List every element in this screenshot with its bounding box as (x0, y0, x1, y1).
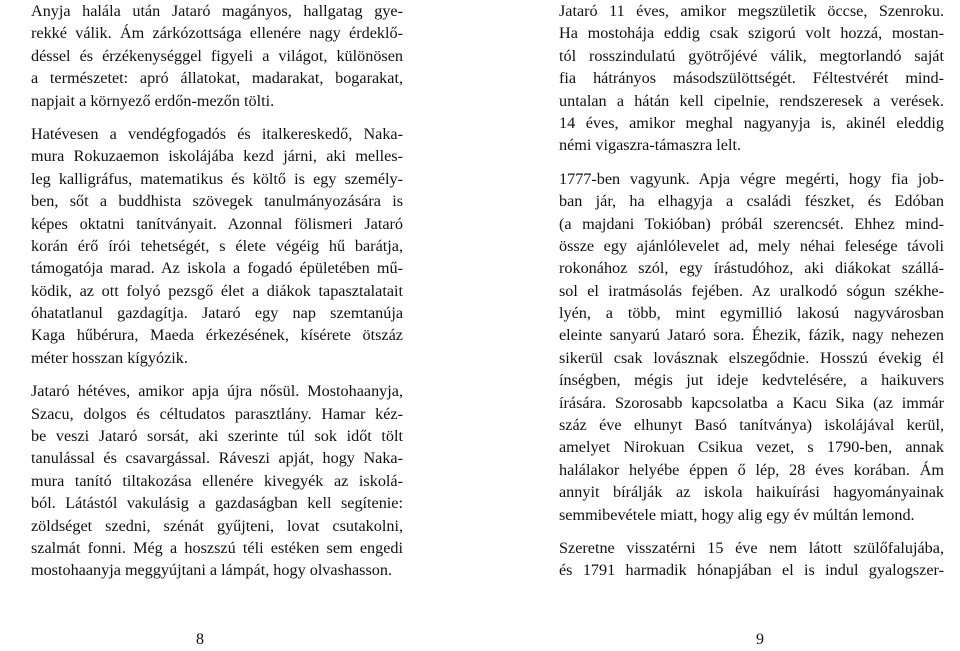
text-line: ínségben, mégis jut ideje kedvtelésére, a haikuvers (559, 371, 944, 390)
text-line: amelyet Nirokuan Csikua vezet, s 1790-ben, annak (559, 438, 944, 457)
text-line: Jataró 11 éves, amikor megszületik öccse, Szenroku. (559, 2, 944, 20)
text-line: Hatévesen a vendégfogadós és italkereskedő, Naka- (31, 124, 403, 143)
text-line: össze egy ajánlólevelet ad, mely néhai felesége távoli (559, 236, 944, 255)
text-line: fia hátrányos másodszülöttségét. Féltestvérét mind- (559, 69, 944, 88)
text-line: írására. Szorosabb kapcsolatba a Kacu Sika (az immár (559, 393, 944, 412)
text-line: untalan a hátán kell cipelnie, rendszeresek a verések. (559, 91, 944, 110)
text-line: támogatója marad. Az iskola a fogadó épületében mű- (31, 259, 403, 278)
text-line: óhatatlanul gazdagítja. Jataró egy nap szemtanúja (31, 304, 403, 323)
right-page-text (559, 0, 944, 593)
text-line: képes oktatni tanítványait. Azonnal fölismeri Jataró (31, 214, 403, 233)
text-line: mura tanító tiltakozása ellenére kivegyék az iskolá- (31, 471, 403, 490)
paragraph (559, 537, 944, 582)
text-line: déssel és érzékenységgel figyeli a világot, különösen (31, 46, 403, 65)
text-line: rokonához szól, egy írástudóhoz, aki diákokat szállá- (559, 259, 944, 278)
text-line: ból. Látástól vakulásig a gazdaságban kell segítenie: (31, 494, 403, 513)
text-line: és 1791 harmadik hónapjában el is indul gyalogszer- (559, 561, 944, 580)
text-line: mostohaanyja meggyújtani a lámpát, hogy olvashasson. (31, 561, 393, 580)
text-line: tanulással és csavargással. Ráveszi apját, hogy Naka- (31, 449, 403, 468)
text-line: leg kalligráfus, matematikus és költő is egy személy- (31, 169, 403, 188)
text-line: rekké válik. Ám zárkózottsága ellenére nagy érdeklő- (31, 24, 403, 43)
text-line: ban jár, ha elhagyja a családi fészket, és Edóban (559, 192, 944, 211)
text-line: halálakor helyébe éppen ő lép, 28 éves korában. Ám (559, 460, 944, 479)
text-line: lyén, a több, mint egymillió lakosú nagyvárosban (559, 304, 944, 323)
text-line: sikerül csak lovásznak elszegődnie. Hosszú évekig él (559, 348, 944, 367)
text-line: szalmát fonni. Még a hoszszú téli estéken sem engedi (31, 538, 403, 557)
text-line: annyit bírálják az iskola haikuírási hagyományainak (559, 483, 944, 502)
text-line: Szeretne visszatérni 15 éve nem látott szülőfalujába, (559, 538, 944, 557)
right-page-number: 9 (756, 631, 764, 648)
text-line: Ha mostohája eddig csak szigorú volt hozzá, mostan- (559, 24, 944, 43)
paragraph (31, 123, 403, 369)
text-line: Jataró hétéves, amikor apja újra nősül. Mostohaanyja, (31, 382, 403, 401)
paragraph (559, 168, 944, 526)
text-line: sol el iratmásolás fejében. Az uralkodó sógun székhe- (559, 281, 944, 300)
text-line: méter hosszan kígyózik. (31, 348, 188, 367)
text-line: Anyja halála után Jataró magányos, hallgatag gye- (31, 2, 403, 20)
text-line: semmibevétele miatt, hogy alig egy év múltán lemond. (559, 505, 915, 524)
text-line: a természetet: apró állatokat, madarakat, bogarakat, (31, 69, 403, 88)
paragraph (559, 0, 944, 157)
text-line: Kaga hűbérura, Maeda érkezésének, kísérete ötszáz (31, 326, 403, 345)
text-line: mura Rokuzaemon iskolájába kezd járni, aki melles- (31, 147, 403, 166)
left-page-text (31, 0, 403, 593)
text-line: napjait a környező erdőn-mezőn tölti. (31, 91, 275, 110)
text-line: száz éve elhunyt Basó tanítványa) iskolájával kerül, (559, 416, 944, 435)
text-line: Szacu, dolgos és céltudatos parasztlány. Hamar kéz- (31, 404, 403, 423)
text-line: 1777-ben vagyunk. Apja végre megérti, hogy fia job- (559, 169, 944, 188)
paragraph (31, 380, 403, 582)
text-line: ködik, az ott folyó pezsgő élet a diákok tapasztalatait (31, 281, 403, 300)
text-line: némi vigaszra-támaszra lelt. (559, 136, 742, 155)
left-page-number: 8 (196, 631, 204, 648)
text-line: be veszi Jataró sorsát, aki szerinte túl sok időt tölt (31, 427, 403, 446)
text-line: (a majdani Tokióban) próbál szerencsét. Ehhez mind- (559, 214, 944, 233)
text-line: ben, sőt a buddhista szövegek tanulmányozására is (31, 192, 403, 211)
text-line: zöldséget szedni, szénát gyűjteni, lovat csutakolni, (31, 516, 403, 535)
text-line: tól rosszindulatú gyötrőjévé válik, megtorlandó saját (559, 46, 944, 65)
text-line: eleinte sanyarú Jataró sora. Éhezik, fázik, nagy nehezen (559, 326, 944, 345)
paragraph (31, 0, 403, 112)
text-line: 14 éves, amikor meghal nagyanyja is, akinél eleddig (559, 113, 944, 132)
text-line: korán érő írói tehetségét, s élete végéig hű barátja, (31, 236, 403, 255)
